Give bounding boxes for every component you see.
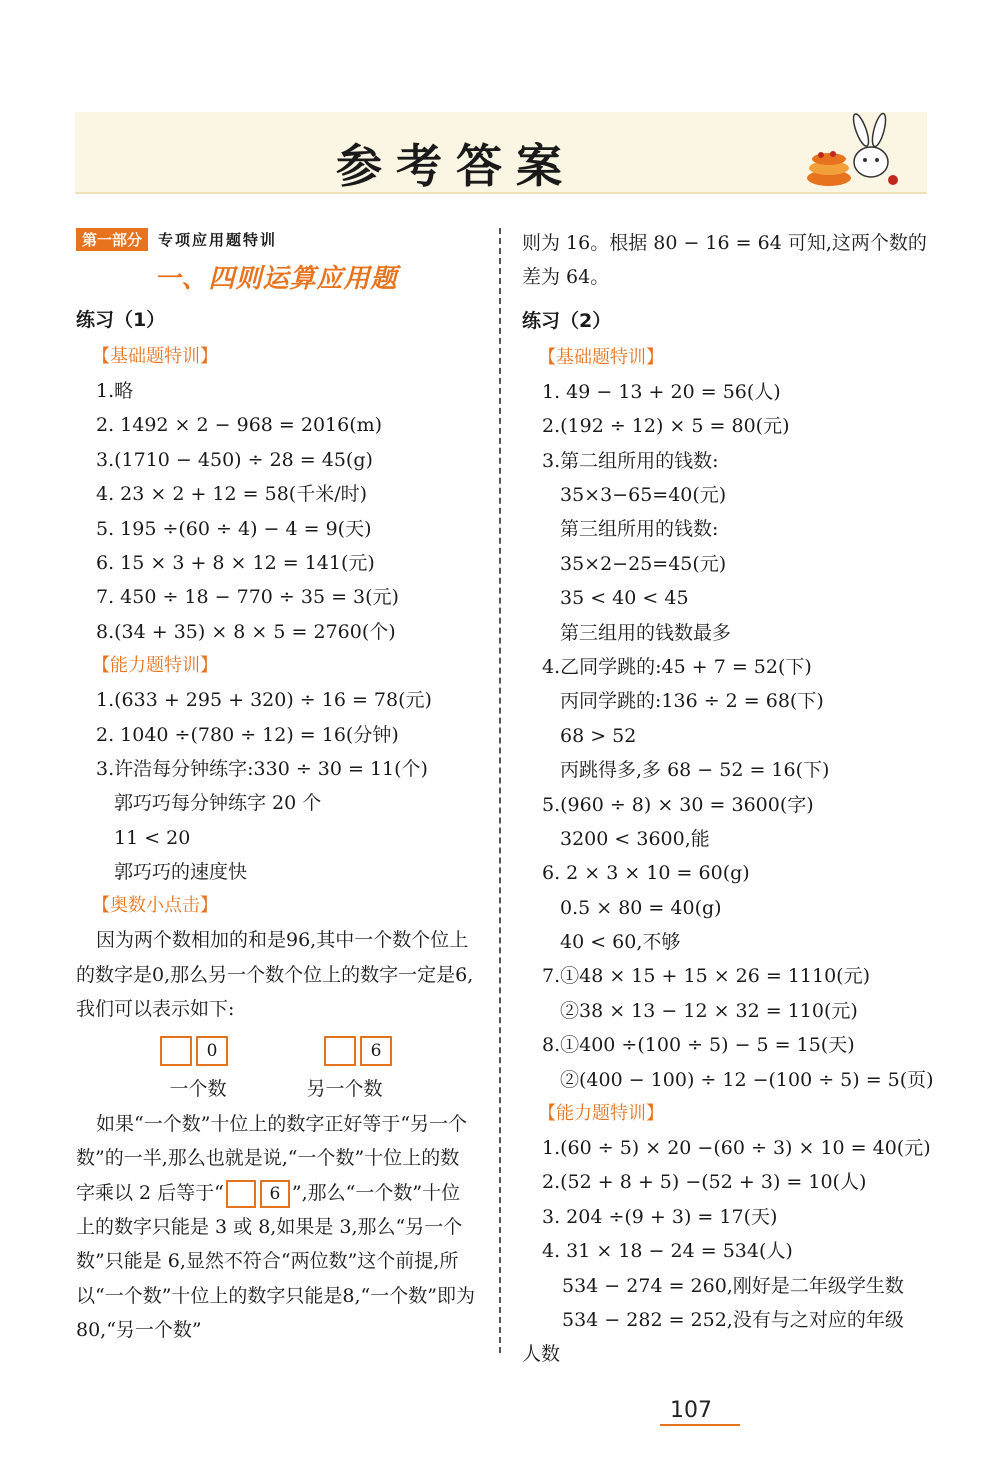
answer-line: 35×2−25=45(元) [560, 552, 727, 575]
olympiad-label: 【奥数小点击】 [92, 895, 218, 917]
answer-line: 8.(34 + 35) × 8 × 5 = 2760(个) [96, 620, 396, 643]
empty-box [226, 1180, 256, 1208]
bunny-cake-illustration-icon [793, 110, 903, 192]
answer-line: 534 − 274 = 260,刚好是二年级学生数 [562, 1274, 904, 1297]
basic-label: 【基础题特训】 [538, 346, 664, 368]
box-labels [76, 1071, 476, 1107]
answer-line: 4. 31 × 18 − 24 = 534(人) [542, 1240, 793, 1263]
answer-line: 5. 195 ÷(60 ÷ 4) − 4 = 9(天) [96, 517, 372, 540]
answer-list [522, 375, 932, 1097]
answer-line: 第三组所用的钱数: [560, 518, 719, 541]
answer-line: 人数 [522, 1343, 561, 1366]
page-footer [650, 1376, 930, 1446]
digit-box: 0 [196, 1036, 228, 1066]
answer-line: 40 < 60,不够 [560, 931, 681, 954]
answer-line: 534 − 282 = 252,没有与之对应的年级 [562, 1308, 904, 1331]
answer-line: 2. 1040 ÷(780 ÷ 12) = 16(分钟) [96, 723, 399, 746]
answer-line: 丙同学跳的:136 ÷ 2 = 68(下) [560, 690, 824, 713]
answer-line: 1.(60 ÷ 5) × 20 −(60 ÷ 3) × 10 = 40(元) [542, 1137, 931, 1160]
answer-line: 3.第二组所用的钱数: [542, 449, 719, 472]
part-name: 专项应用题特训 [158, 230, 278, 249]
continuation-paragraph: 则为 16。根据 80 − 16 = 64 可知,这两个数的差为 64。 [522, 232, 927, 289]
answer-line: 6. 2 × 3 × 10 = 60(g) [542, 862, 750, 885]
answer-line: 2.(192 ÷ 12) × 5 = 80(元) [542, 415, 790, 438]
answer-line: 3. 204 ÷(9 + 3) = 17(天) [542, 1205, 778, 1228]
answer-line: 郭巧巧的速度快 [114, 861, 248, 884]
answer-line: 68 > 52 [560, 724, 637, 747]
answer-line: 2.(52 + 8 + 5) −(52 + 3) = 10(人) [542, 1171, 867, 1194]
left-column [76, 226, 476, 1348]
answer-line: 3.(1710 − 450) ÷ 28 = 45(g) [96, 448, 373, 471]
answer-line: 11 < 20 [114, 826, 191, 849]
answer-line: 第三组用的钱数最多 [560, 621, 732, 644]
answer-line: 4. 23 × 2 + 12 = 58(千米/时) [96, 483, 368, 506]
empty-box [160, 1036, 192, 1066]
exercise-2-title: 练习（2） [522, 309, 612, 332]
answer-line: 6. 15 × 3 + 8 × 12 = 141(元) [96, 551, 375, 574]
answer-line: 郭巧巧每分钟练字 20 个 [114, 792, 322, 815]
answer-line: 35 < 40 < 45 [560, 587, 689, 610]
answer-line: 1.(633 + 295 + 320) ÷ 16 = 78(元) [96, 689, 432, 712]
answer-line: 8.①400 ÷(100 ÷ 5) − 5 = 15(天) [542, 1034, 855, 1057]
part-tag: 第一部分 [76, 228, 148, 251]
box-label: 另一个数 [306, 1077, 383, 1100]
answer-list [522, 1131, 932, 1337]
answer-line: 35×3−65=40(元) [560, 483, 727, 506]
box-label: 一个数 [169, 1077, 227, 1100]
answer-line: 5.(960 ÷ 8) × 30 = 3600(字) [542, 793, 814, 816]
ability-label: 【能力题特训】 [538, 1103, 664, 1125]
answer-line: ②(400 − 100) ÷ 12 −(100 ÷ 5) = 5(页) [560, 1068, 934, 1091]
answer-line: 7.①48 × 15 + 15 × 26 = 1110(元) [542, 965, 871, 988]
answer-line: 1.略 [96, 380, 134, 402]
answer-line: 2. 1492 × 2 − 968 = 2016(m) [96, 414, 383, 437]
answer-line: 丙跳得多,多 68 − 52 = 16(下) [560, 759, 830, 782]
page-number: 107 [670, 1398, 712, 1423]
empty-box [324, 1036, 356, 1066]
answer-line: 3.许浩每分钟练字:330 ÷ 30 = 11(个) [96, 757, 428, 780]
column-divider [499, 228, 501, 1353]
exercise-1-title: 练习（1） [76, 309, 166, 331]
title-banner [75, 112, 927, 194]
ability-label: 【能力题特训】 [92, 655, 218, 677]
answer-line: 0.5 × 80 = 40(g) [560, 896, 722, 919]
answer-line: 3200 < 3600,能 [560, 827, 710, 850]
right-column [522, 226, 932, 1372]
olympiad-paragraph-1: 因为两个数相加的和是96,其中一个数个位上的数字是0,那么另一个数个位上的数字一定是6,我们可以表示如下: [76, 929, 474, 1021]
olympiad-paragraph-2: 如果“一个数”十位上的数字正好等于“另一个数”的一半,那么也就是说,“一个数”十位上的数字乘以 2 后等于“ 6 ”,那么“一个数”十位上的数字只能是 3 或 8,如果是 3,那么“另一个数”只能是 6,显然不符合“两位数”这个前提,所以“一个数”十位上的数字只能是8,“一个数”即为 80,“另一个数” [76, 1112, 475, 1342]
section-title: 一、四则运算应用题 [154, 264, 398, 294]
footer-rule [660, 1424, 740, 1426]
part-header [76, 226, 476, 252]
basic-label: 【基础题特训】 [92, 346, 218, 367]
digit-box: 6 [360, 1036, 392, 1066]
page-title: 参考答案 [336, 139, 576, 193]
digit-boxes [76, 1031, 476, 1071]
answer-line: ②38 × 13 − 12 × 32 = 110(元) [560, 999, 858, 1022]
answer-line: 4.乙同学跳的:45 + 7 = 52(下) [542, 655, 812, 678]
answer-line: 1. 49 − 13 + 20 = 56(人) [542, 380, 781, 403]
answer-line: 7. 450 ÷ 18 − 770 ÷ 35 = 3(元) [96, 586, 399, 609]
digit-box: 6 [260, 1180, 290, 1208]
